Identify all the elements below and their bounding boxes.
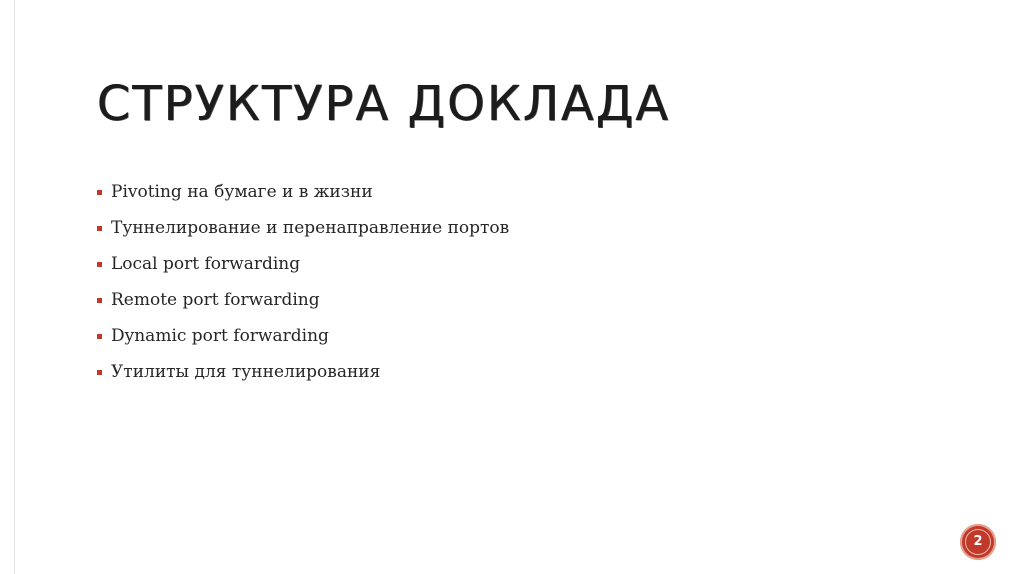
bullet-item [97,322,509,358]
bullet-square-icon [97,190,102,195]
bullet-text: Туннелирование и перенаправление портов [111,218,510,238]
page-number: 2 [973,534,983,549]
bullet-square-icon [97,262,102,267]
bullet-item [97,178,509,214]
bullet-item [97,286,509,322]
bullet-square-icon [97,370,102,375]
bullet-text: Pivoting на бумаге и в жизни [111,182,373,202]
bullet-square-icon [97,298,102,303]
slide-title: СТРУКТУРА ДОКЛАДА [97,76,671,132]
bullet-square-icon [97,334,102,339]
bullet-square-icon [97,226,102,231]
bullet-item [97,250,509,286]
bullet-text: Local port forwarding [111,254,301,274]
bullet-list [97,178,509,394]
bullet-text: Dynamic port forwarding [111,326,329,346]
bullet-item [97,358,509,394]
bullet-text: Remote port forwarding [111,290,320,310]
bullet-text: Утилиты для туннелирования [111,362,381,382]
page-number-badge [960,524,996,560]
bullet-item [97,214,509,250]
